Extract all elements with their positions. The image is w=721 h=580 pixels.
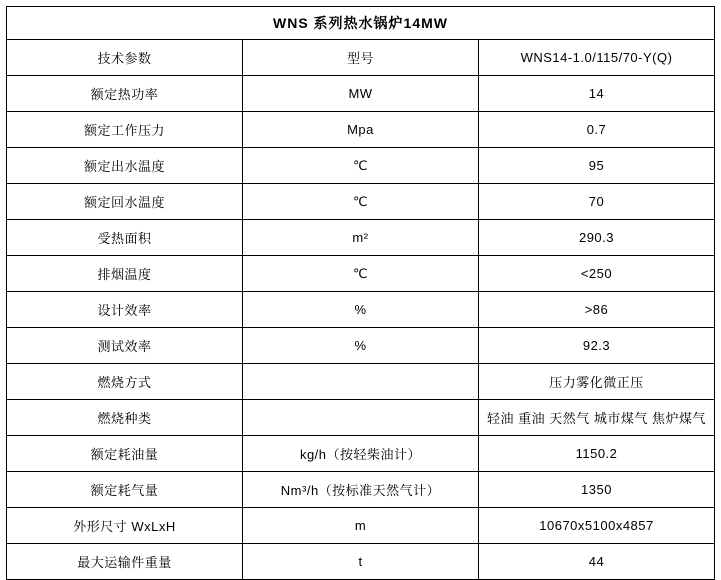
row-unit: t xyxy=(243,544,479,580)
table-row xyxy=(7,256,715,292)
row-value: 290.3 xyxy=(479,220,715,256)
row-unit: Mpa xyxy=(243,112,479,148)
row-value: 0.7 xyxy=(479,112,715,148)
row-value: 轻油 重油 天然气 城市煤气 焦炉煤气 xyxy=(479,400,715,436)
table-row xyxy=(7,472,715,508)
row-unit: ℃ xyxy=(243,256,479,292)
table-row xyxy=(7,328,715,364)
table-title-row xyxy=(7,7,715,40)
header-param: 技术参数 xyxy=(7,40,243,76)
row-unit: Nm³/h（按标准天然气计） xyxy=(243,472,479,508)
row-param: 最大运输件重量 xyxy=(7,544,243,580)
row-param: 燃烧方式 xyxy=(7,364,243,400)
row-value: 70 xyxy=(479,184,715,220)
row-value: 压力雾化微正压 xyxy=(479,364,715,400)
table-row xyxy=(7,220,715,256)
row-param: 排烟温度 xyxy=(7,256,243,292)
table-row xyxy=(7,184,715,220)
row-unit: % xyxy=(243,292,479,328)
boiler-spec-table xyxy=(6,6,715,580)
row-value: 95 xyxy=(479,148,715,184)
row-unit: m² xyxy=(243,220,479,256)
row-param: 额定出水温度 xyxy=(7,148,243,184)
row-value: >86 xyxy=(479,292,715,328)
row-param: 设计效率 xyxy=(7,292,243,328)
row-param: 额定耗油量 xyxy=(7,436,243,472)
row-param: 外形尺寸 WxLxH xyxy=(7,508,243,544)
table-row xyxy=(7,292,715,328)
row-unit: MW xyxy=(243,76,479,112)
row-value: 92.3 xyxy=(479,328,715,364)
row-param: 额定耗气量 xyxy=(7,472,243,508)
row-param: 测试效率 xyxy=(7,328,243,364)
table-row xyxy=(7,148,715,184)
row-param: 受热面积 xyxy=(7,220,243,256)
table-row xyxy=(7,400,715,436)
row-unit xyxy=(243,364,479,400)
table-row xyxy=(7,364,715,400)
row-param: 燃烧种类 xyxy=(7,400,243,436)
table-row xyxy=(7,112,715,148)
row-unit: kg/h（按轻柴油计） xyxy=(243,436,479,472)
header-model-value: WNS14-1.0/115/70-Y(Q) xyxy=(479,40,715,76)
row-unit: m xyxy=(243,508,479,544)
row-unit: ℃ xyxy=(243,148,479,184)
page-title: WNS 系列热水锅炉14MW xyxy=(7,7,715,40)
table-row xyxy=(7,436,715,472)
row-param: 额定回水温度 xyxy=(7,184,243,220)
row-param: 额定工作压力 xyxy=(7,112,243,148)
row-value: 14 xyxy=(479,76,715,112)
row-value: 44 xyxy=(479,544,715,580)
table-row xyxy=(7,76,715,112)
spec-table-body xyxy=(7,7,715,580)
table-header-row xyxy=(7,40,715,76)
row-unit xyxy=(243,400,479,436)
row-param: 额定热功率 xyxy=(7,76,243,112)
table-row xyxy=(7,508,715,544)
row-value: 10670x5100x4857 xyxy=(479,508,715,544)
table-row xyxy=(7,544,715,580)
header-model: 型号 xyxy=(243,40,479,76)
row-value: 1350 xyxy=(479,472,715,508)
row-value: <250 xyxy=(479,256,715,292)
row-value: 1150.2 xyxy=(479,436,715,472)
row-unit: % xyxy=(243,328,479,364)
row-unit: ℃ xyxy=(243,184,479,220)
